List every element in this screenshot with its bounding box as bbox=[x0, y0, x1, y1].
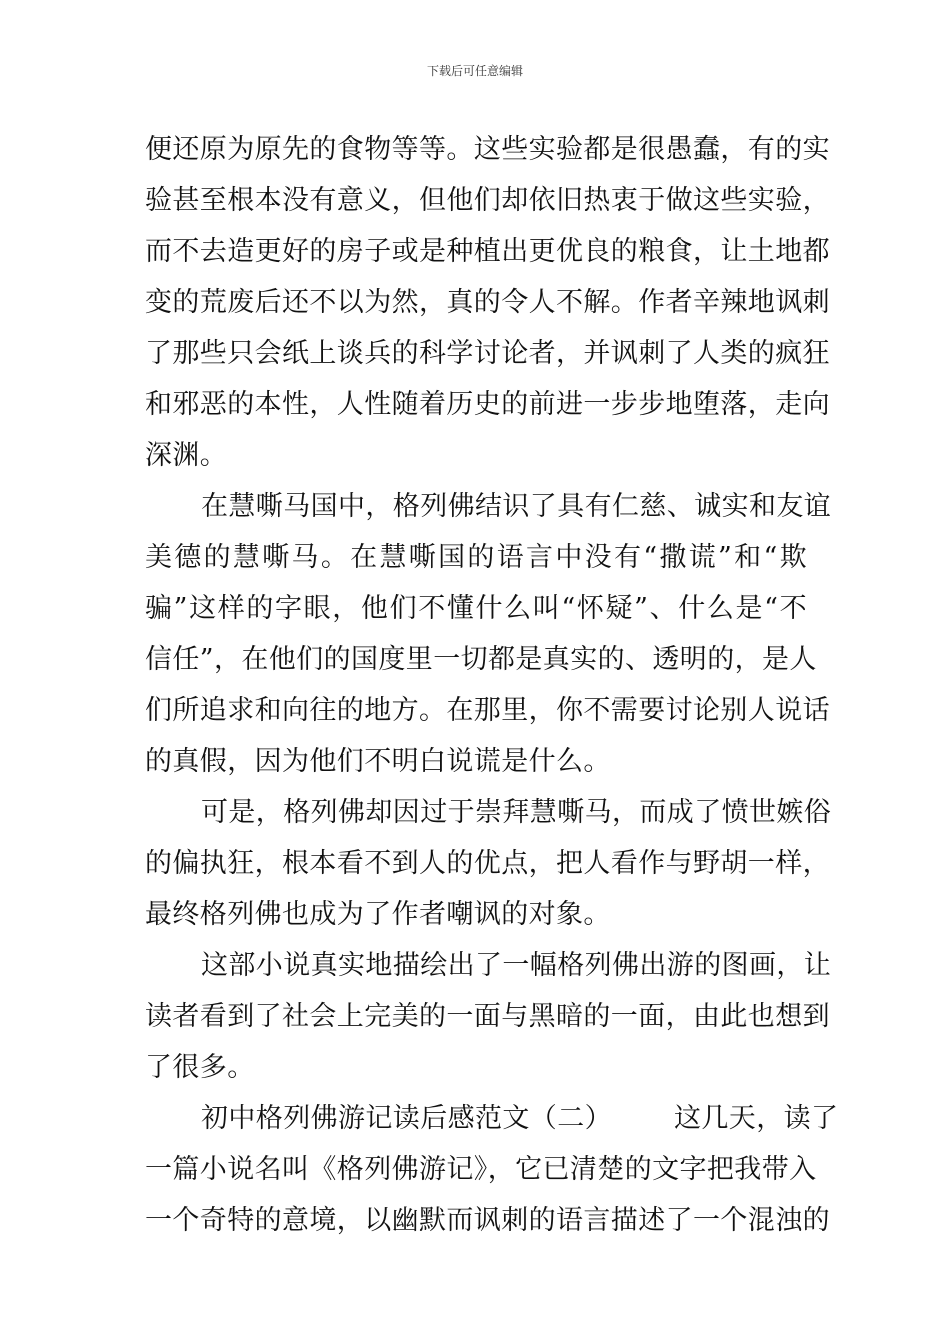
text-line: 而不去造更好的房子或是种植出更优良的粮食，让土地都 bbox=[145, 236, 830, 267]
text-line: 美德的慧嘶马。在慧嘶国的语言中没有“撒谎”和“欺 bbox=[145, 542, 807, 573]
text-line: 的偏执狂，根本看不到人的优点，把人看作与野胡一样， bbox=[145, 848, 830, 879]
text-line: 最终格列佛也成为了作者嘲讽的对象。 bbox=[145, 899, 611, 930]
text-line: 的真假，因为他们不明白说谎是什么。 bbox=[145, 746, 611, 777]
text-line: 读者看到了社会上完美的一面与黑暗的一面，由此也想到 bbox=[145, 1001, 830, 1032]
section-title: 初中格列佛游记读后感范文（二） bbox=[201, 1103, 612, 1134]
text-line: 了那些只会纸上谈兵的科学讨论者，并讽刺了人类的疯狂 bbox=[145, 338, 830, 369]
text-line: 便还原为原先的食物等等。这些实验都是很愚蠢，有的实 bbox=[145, 134, 830, 165]
paragraph-first-line: 在慧嘶马国中，格列佛结识了具有仁慈、诚实和友谊 bbox=[201, 491, 832, 522]
text-line: 骗”这样的字眼，他们不懂什么叫“怀疑”、什么是“不 bbox=[145, 593, 807, 624]
text-line: 信任”，在他们的国度里一切都是真实的、透明的，是人 bbox=[145, 644, 817, 675]
text-line: 们所追求和向往的地方。在那里，你不需要讨论别人说话 bbox=[145, 695, 830, 726]
section-opening-text: 这几天，读了 bbox=[674, 1103, 839, 1134]
text-line: 变的荒废后还不以为然，真的令人不解。作者辛辣地讽刺 bbox=[145, 287, 830, 318]
paragraph-first-line: 这部小说真实地描绘出了一幅格列佛出游的图画，让 bbox=[201, 950, 832, 981]
page-header: 下载后可任意编辑 bbox=[426, 64, 523, 78]
section-title-line bbox=[201, 1101, 839, 1137]
text-line: 一篇小说名叫《格列佛游记》，它已清楚的文字把我带入 bbox=[145, 1154, 817, 1185]
text-line: 深渊。 bbox=[145, 440, 228, 471]
paragraph-first-line: 可是，格列佛却因过于崇拜慧嘶马，而成了愤世嫉俗 bbox=[201, 797, 832, 828]
text-line: 验甚至根本没有意义，但他们却依旧热衷于做这些实验， bbox=[145, 185, 830, 216]
text-line: 了很多。 bbox=[145, 1052, 255, 1083]
text-line: 一个奇特的意境，以幽默而讽刺的语言描述了一个混浊的 bbox=[145, 1205, 830, 1236]
text-line: 和邪恶的本性，人性随着历史的前进一步步地堕落，走向 bbox=[145, 389, 830, 420]
